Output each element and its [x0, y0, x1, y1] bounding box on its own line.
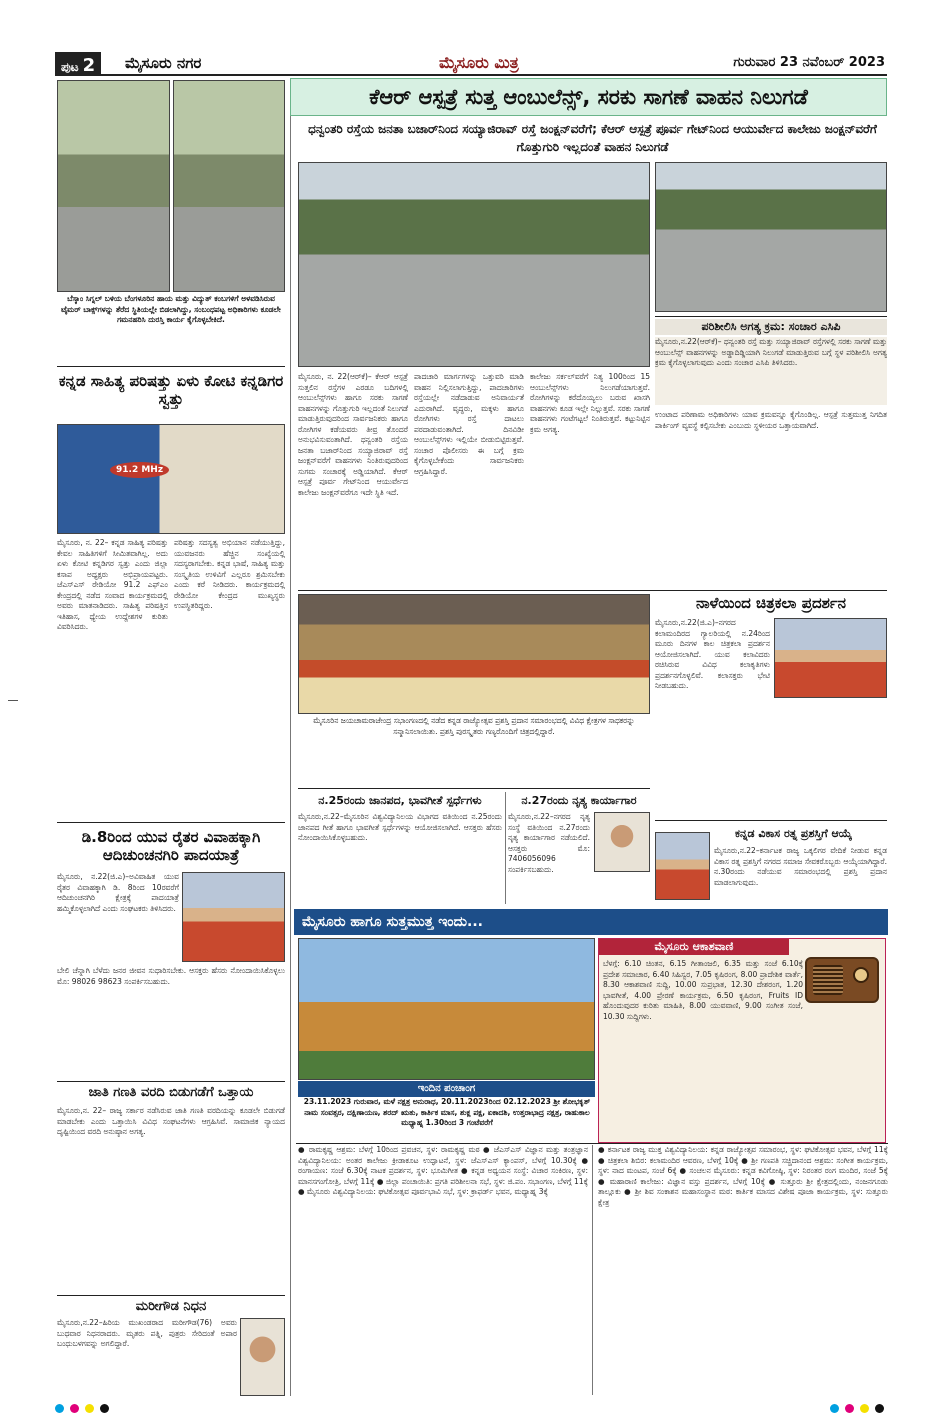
paper-name: ಮೈಸೂರು ಮಿತ್ರ: [439, 53, 519, 72]
divider: [57, 1295, 285, 1296]
dance-headline: ನ.27ರಂದು ನೃತ್ಯ ಕಾರ್ಯಾಗಾರ: [521, 794, 637, 807]
akashavani-text: ಬೆಳಗ್ಗೆ: 6.10 ಚಿಂತನ, 6.15 ಗೀತಾಂಜಲಿ, 6.35 ಮತ್ತು ಸಂಜೆ 6.10ಕ್ಕೆ ಪ್ರದೇಶ ಸಮಾಚಾರ, 6.40 ಸಿಹಿಸ್ವರ, 7.05 ಕೃಷಿರಂಗ, 8.00 ಪ್ರಾದೇಶಿಕ ವಾರ್ತೆ, 8.30 ಆಕಾಶವಾಣಿ ಸುದ್ದಿ, 10.00 ಸುಪ್ರಭಾತ, 12.30 ದೇಶರಂಗ, 1.20 ಭಾವಗೀತೆ, 4.00 ಪ್ರೇರಣೆ ಕಾರ್ಯಕ್ರಮ, 6.50 ಕೃಷಿರಂಗ, Fruits ID ಹೊಂದುವುದರ ಕುರಿತು ಮಾಹಿತಿ, 8.00 ಯುವವಾಣಿ, 9.00 ಸಂಗೀತ ಸಂಜೆ, 10.30 ಸುದ್ದಿಗಳು.: [603, 959, 803, 1021]
acp-sidebar-headline: ಪರಿಶೀಲಿಸಿ ಅಗತ್ಯ ಕ್ರಮ: ಸಂಚಾರ ಎಸಿಪಿ: [655, 319, 887, 335]
contest-headline: ನ.25ರಂದು ಜಾನಪದ, ಭಾವಗೀತೆ ಸ್ಪರ್ಧೆಗಳು: [318, 794, 482, 807]
radio-dial: [853, 967, 869, 983]
kasapa-body-2: ಪರಿಷತ್ತು ಸದಸ್ಯತ್ವ ಅಭಿಯಾನ ನಡೆಯುತ್ತಿದ್ದು, ಯುವಜನರು ಹೆಚ್ಚಿನ ಸಂಖ್ಯೆಯಲ್ಲಿ ಸದಸ್ಯರಾಗಬೇಕು. ಕನ್ನಡ ಭಾಷೆ, ಸಾಹಿತ್ಯ ಮತ್ತು ಸಂಸ್ಕೃತಿಯ ಉಳಿವಿಗೆ ಎಲ್ಲರೂ ಶ್ರಮಿಸಬೇಕು ಎಂದು ಕರೆ ನೀಡಿದರು. ಕಾರ್ಯಕ್ರಮದಲ್ಲಿ ರೇಡಿಯೋ ಕೇಂದ್ರದ ಮುಖ್ಯಸ್ಥರು ಉಪಸ್ಥಿತರಿದ್ದರು.: [174, 538, 285, 610]
date-line: ಗುರುವಾರ 23 ನವೆಂಬರ್ 2023: [733, 55, 885, 70]
dance-body: ಮೈಸೂರು,ನ.22–ನಗರದ ನೃತ್ಯ ಸಂಸ್ಥೆ ವತಿಯಿಂದ ನ.27ರಂದು ನೃತ್ಯ ಕಾರ್ಯಾಗಾರ ನಡೆಯಲಿದೆ. ಆಸಕ್ತರು ಮೊ: 7406056096 ಸಂಪರ್ಕಿಸಬಹುದು.: [508, 812, 590, 874]
padayatre-photo: [182, 872, 285, 962]
crop-mark: [8, 700, 18, 701]
lead-body-3: ಕಾಲೇಜು ಸರ್ಕಲ್‌ವರೆಗೆ ನಿತ್ಯ 100ರಿಂದ 15 ಆಂಬುಲೆನ್ಸ್‌ಗಳು ನಿಲುಗಡೆಯಾಗುತ್ತವೆ. ರೋಗಿಗಳನ್ನು ಕರೆದೊಯ್ಯಲು ಬರುವ ಖಾಸಗಿ ವಾಹನಗಳು ಕೂಡ ಇಲ್ಲೇ ನಿಲ್ಲುತ್ತವೆ. ಸರಕು ಸಾಗಣೆ ವಾಹನಗಳು ಗಂಟೆಗಟ್ಟಲೆ ನಿಂತಿರುತ್ತವೆ. ಕಟ್ಟುನಿಟ್ಟಿನ ಕ್ರಮ ಅಗತ್ಯ.: [530, 372, 650, 434]
page-number: 2: [82, 55, 96, 76]
timer-box-photo-2: [173, 80, 285, 292]
lead-body-1: ಮೈಸೂರು, ನ. 22(ಆರ್‌ಕೆ)– ಕೆಆರ್ ಆಸ್ಪತ್ರೆ ಸುತ್ತಲಿನ ರಸ್ತೆಗಳ ಎರಡೂ ಬದಿಗಳಲ್ಲಿ ಆಂಬುಲೆನ್ಸ್‌ಗಳು ಹಾಗೂ ಸರಕು ಸಾಗಣೆ ವಾಹನಗಳನ್ನು ಗೊತ್ತುಗುರಿ ಇಲ್ಲದಂತೆ ನಿಲುಗಡೆ ಮಾಡುತ್ತಿರುವುದರಿಂದ ಸಾರ್ವಜನಿಕರು ಹಾಗೂ ರೋಗಿಗಳ ಕಡೆಯವರು ತೀವ್ರ ತೊಂದರೆ ಅನುಭವಿಸುವಂತಾಗಿದೆ. ಧನ್ವಂತರಿ ರಸ್ತೆಯ ಜನತಾ ಬಜಾರ್‌ನಿಂದ ಸಯ್ಯಾಜಿರಾವ್ ರಸ್ತೆ ಜಂಕ್ಷನ್‌ವರೆಗೆ ವಾಹನಗಳು ನಿಂತಿರುವುದರಿಂದ ಸುಗಮ ಸಂಚಾರಕ್ಕೆ ಅಡ್ಡಿಯಾಗಿದೆ. ಕೆಆರ್ ಆಸ್ಪತ್ರೆ ಪೂರ್ವ ಗೇಟ್‌ನಿಂದ ಆಯುರ್ವೇದ ಕಾಲೇಜು ಜಂಕ್ಷನ್‌ವರೆಗೂ ಇದೇ ಸ್ಥಿತಿ ಇದೆ.: [298, 372, 408, 497]
lead-subheadline: ಧನ್ವಂತರಿ ರಸ್ತೆಯ ಜನತಾ ಬಜಾರ್‌ನಿಂದ ಸಯ್ಯಾಜಿರಾವ್ ರಸ್ತೆ ಜಂಕ್ಷನ್‌ವರೆಗೆ; ಕೆಆರ್ ಆಸ್ಪತ್ರೆ ಪೂರ್ವ ಗೇಟ್‌ನಿಂದ ಆಯುರ್ವೇದ ಕಾಲೇಜು ಜಂಕ್ಷನ್‌ವರೆಗೆ ಗೊತ್ತುಗುರಿ ಇಲ್ಲದಂತೆ ವಾಹನ ನಿಲುಗಡೆ: [308, 122, 877, 154]
parked-vehicles-photo: [655, 162, 887, 312]
masthead: [55, 50, 887, 76]
obituary-headline: ಮರೀಗೌಡ ನಿಧನ: [135, 1299, 207, 1314]
acp-sidebar-body: ಮೈಸೂರು,ನ.22(ಆರ್‌ಕೆ)– ಧನ್ವಂತರಿ ರಸ್ತೆ ಮತ್ತು ಸಯ್ಯಾಜಿರಾವ್ ರಸ್ತೆಗಳಲ್ಲಿ ಸರಕು ಸಾಗಣೆ ಮತ್ತು ಆಂಬುಲೆನ್ಸ್ ವಾಹನಗಳನ್ನು ಅಡ್ಡಾದಿಡ್ಡಿಯಾಗಿ ನಿಲುಗಡೆ ಮಾಡುತ್ತಿರುವ ಬಗ್ಗೆ ಸ್ಥಳ ಪರಿಶೀಲಿಸಿ ಅಗತ್ಯ ಕ್ರಮ ಕೈಗೊಳ್ಳಲಾಗುವುದು ಎಂದು ಸಂಚಾರ ಎಸಿಪಿ ತಿಳಿಸಿದರು.: [655, 337, 887, 405]
mysore-palace-photo: [298, 938, 595, 1080]
registration-mark-magenta: [845, 1404, 854, 1413]
padayatre-body-1: ಮೈಸೂರು, ನ.22(ಜಿ.ಎ)–ಅವಿವಾಹಿತ ಯುವ ರೈತರ ವಿವಾಹಕ್ಕಾಗಿ ಡಿ. 8ರಿಂದ 10ರವರೆಗೆ ಆದಿಚುಂಚನಗಿರಿ ಕ್ಷೇತ್ರಕ್ಕೆ ಪಾದಯಾತ್ರೆ ಹಮ್ಮಿಕೊಳ್ಳಲಾಗಿದೆ ಎಂದು ಸಂಘಟಕರು ತಿಳಿಸಿದರು.: [57, 872, 179, 913]
kasapa-headline: ಕನ್ನಡ ಸಾಹಿತ್ಯ ಪರಿಷತ್ತು ಏಳು ಕೋಟಿ ಕನ್ನಡಿಗರ ಸ್ವತ್ತು: [58, 372, 284, 408]
divider: [655, 820, 887, 821]
registration-mark-cyan: [830, 1404, 839, 1413]
lead-headline: ಕೆಆರ್ ಆಸ್ಪತ್ರೆ ಸುತ್ತ ಆಂಬುಲೆನ್ಸ್, ಸರಕು ಸಾಗಣೆ ವಾಹನ ನಿಲುಗಡೆ: [369, 85, 808, 109]
listings-bar: [294, 909, 888, 935]
column-rule: [290, 80, 291, 1396]
census-body: ಮೈಸೂರು,ನ. 22– ರಾಜ್ಯ ಸರ್ಕಾರ ನಡೆಸಿರುವ ಜಾತಿ ಗಣತಿ ವರದಿಯನ್ನು ಕೂಡಲೇ ಬಿಡುಗಡೆ ಮಾಡಬೇಕು ಎಂದು ಒತ್ತಾಯಿಸಿ ವಿವಿಧ ಸಂಘಟನೆಗಳು ಆಗ್ರಹಿಸಿವೆ. ಸಾಮಾಜಿಕ ನ್ಯಾಯದ ದೃಷ್ಟಿಯಿಂದ ವರದಿ ಅನುಷ್ಠಾನ ಅಗತ್ಯ.: [57, 1106, 285, 1136]
padayatre-body-2: ಬೇಲಿ ಚೆನ್ನಾಗಿ ಬೆಳೆದು ಜನರ ಜೀವನ ಸುಧಾರಿಸಬೇಕು. ಆಸಕ್ತರು ಹೆಸರು ನೋಂದಾಯಿಸಿಕೊಳ್ಳಲು ಮೊ: 98026 98623 ಸಂಪರ್ಕಿಸಬಹುದು.: [57, 966, 285, 986]
art-expo-photo: [774, 618, 887, 698]
akashavani-title: ಮೈಸೂರು ಆಕಾಶವಾಣಿ: [599, 939, 789, 955]
art-expo-body: ಮೈಸೂರು,ನ.22(ಜಿ.ಎ)–ನಗರದ ಕಲಾಮಂದಿರದ ಗ್ಯಾಲರಿಯಲ್ಲಿ ನ.24ರಿಂದ ಮೂರು ದಿನಗಳ ಕಾಲ ಚಿತ್ರಕಲಾ ಪ್ರದರ್ಶನ ಆಯೋಜಿಸಲಾಗಿದೆ. ಯುವ ಕಲಾವಿದರು ರಚಿಸಿರುವ ವಿವಿಧ ಕಲಾಕೃತಿಗಳು ಪ್ರದರ್ಶನಗೊಳ್ಳಲಿವೆ. ಕಲಾಸಕ್ತರು ಭೇಟಿ ನೀಡಬಹುದು.: [655, 618, 770, 690]
listings-title: ಮೈಸೂರು ಹಾಗೂ ಸುತ್ತಮುತ್ತ ಇಂದು...: [302, 914, 483, 930]
radio-icon: [805, 957, 879, 1003]
registration-mark-yellow: [85, 1404, 94, 1413]
registration-mark-yellow: [860, 1404, 869, 1413]
registration-mark-black: [100, 1404, 109, 1413]
events-listing: [296, 1145, 888, 1395]
events-right: ● ಕರ್ನಾಟಕ ರಾಜ್ಯ ಮುಕ್ತ ವಿಶ್ವವಿದ್ಯಾನಿಲಯ: ಕನ್ನಡ ರಾಜ್ಯೋತ್ಸವ ಸಮಾರಂಭ, ಸ್ಥಳ: ಘಟಿಕೋತ್ಸವ ಭವನ, ಬೆಳಗ್ಗೆ 11ಕ್ಕೆ ● ಚಿತ್ರಕಲಾ ಶಿಬಿರ: ಕಲಾಮಂದಿರ ಆವರಣ, ಬೆಳಗ್ಗೆ 10ಕ್ಕೆ ● ಶ್ರೀ ಗಣಪತಿ ಸಚ್ಚಿದಾನಂದ ಆಶ್ರಮ: ಸಂಗೀತ ಕಾರ್ಯಕ್ರಮ, ಸ್ಥಳ: ನಾದ ಮಂಟಪ, ಸಂಜೆ 6ಕ್ಕೆ ● ಸಂಚಲನ ಮೈಸೂರು: ಕನ್ನಡ ಕವಿಗೋಷ್ಠಿ, ಸ್ಥಳ: ನಿರಂತರ ರಂಗ ಮಂದಿರ, ಸಂಜೆ 5ಕ್ಕೆ ● ಮಹಾರಾಣಿ ಕಾಲೇಜು: ವಿಜ್ಞಾನ ವಸ್ತು ಪ್ರದರ್ಶನ, ಬೆಳಗ್ಗೆ 10ಕ್ಕೆ ● ಸುತ್ತೂರು ಶ್ರೀ ಕ್ಷೇತ್ರದಲ್ಲಿಂದು, ನಂಜನಗೂಡು ತಾಲ್ಲೂಕು ● ಶ್ರೀ ಶಿವ ಸಂಕಾಶನ ಮಹಾಸಂಸ್ಥಾನ ಮಠ: ಕಾರ್ತಿಕ ಮಾಸದ ವಿಶೇಷ ಪೂಜಾ ಕಾರ್ಯಕ್ರಮ, ಸ್ಥಳ: ಸುತ್ತೂರು ಕ್ಷೇತ್ರ: [598, 1145, 888, 1207]
events-left: ● ರಾಮಕೃಷ್ಣ ಆಶ್ರಮ: ಬೆಳಗ್ಗೆ 10ರಿಂದ ಪ್ರವಚನ, ಸ್ಥಳ: ರಾಮಕೃಷ್ಣ ಮಠ ● ಜೆಎಸ್‌ಎಸ್ ವಿಜ್ಞಾನ ಮತ್ತು ತಂತ್ರಜ್ಞಾನ ವಿಶ್ವವಿದ್ಯಾನಿಲಯ: ಅಂತರ ಕಾಲೇಜು ಕ್ರೀಡಾಕೂಟ ಉದ್ಘಾಟನೆ, ಸ್ಥಳ: ಜೆಎಸ್‌ಎಸ್ ಕ್ಯಾಂಪಸ್, ಬೆಳಗ್ಗೆ 10.30ಕ್ಕೆ ● ರಂಗಾಯಣ: ಸಂಜೆ 6.30ಕ್ಕೆ ನಾಟಕ ಪ್ರದರ್ಶನ, ಸ್ಥಳ: ಭೂಮಿಗೀತ ● ಕನ್ನಡ ಅಧ್ಯಯನ ಸಂಸ್ಥೆ: ವಿಚಾರ ಸಂಕಿರಣ, ಸ್ಥಳ: ಮಾನಸಗಂಗೋತ್ರಿ, ಬೆಳಗ್ಗೆ 11ಕ್ಕೆ ● ಜಿಲ್ಲಾ ಪಂಚಾಯಿತಿ: ಪ್ರಗತಿ ಪರಿಶೀಲನಾ ಸಭೆ, ಸ್ಥಳ: ಜಿ.ಪಂ. ಸಭಾಂಗಣ, ಬೆಳಗ್ಗೆ 11ಕ್ಕೆ ● ಮೈಸೂರು ವಿಶ್ವವಿದ್ಯಾನಿಲಯ: ಘಟಿಕೋತ್ಸವ ಪೂರ್ವಭಾವಿ ಸಭೆ, ಸ್ಥಳ: ಕ್ರಾಫರ್ಡ್ ಭವನ, ಮಧ್ಯಾಹ್ನ 3ಕ್ಕೆ: [298, 1145, 588, 1196]
panchanga-title: ಇಂದಿನ ಪಂಚಾಂಗ: [298, 1081, 595, 1097]
page-number-tag: [55, 52, 101, 74]
ambulance-photo: [298, 162, 650, 367]
vikasa-body: ಮೈಸೂರು,ನ.22–ಕರ್ನಾಟಕ ರಾಜ್ಯ ಒಕ್ಕಲಿಗರ ವೇದಿಕೆ ನೀಡುವ ಕನ್ನಡ ವಿಕಾಸ ರತ್ನ ಪ್ರಶಸ್ತಿಗೆ ನಗರದ ಸಮಾಜ ಸೇವಕರೊಬ್ಬರು ಆಯ್ಕೆಯಾಗಿದ್ದಾರೆ. ನ.30ರಂದು ನಡೆಯುವ ಸಮಾರಂಭದಲ್ಲಿ ಪ್ರಶಸ್ತಿ ಪ್ರದಾನ ಮಾಡಲಾಗುವುದು.: [714, 846, 887, 887]
registration-mark-cyan: [55, 1404, 64, 1413]
award-ceremony-photo: [298, 594, 650, 714]
registration-mark-magenta: [70, 1404, 79, 1413]
registration-mark-black: [875, 1404, 884, 1413]
kasapa-body-1: ಮೈಸೂರು, ನ. 22– ಕನ್ನಡ ಸಾಹಿತ್ಯ ಪರಿಷತ್ತು ಕೇವಲ ಸಾಹಿತಿಗಳಿಗೆ ಸೀಮಿತವಾಗಿಲ್ಲ. ಅದು ಏಳು ಕೋಟಿ ಕನ್ನಡಿಗರ ಸ್ವತ್ತು ಎಂದು ಜಿಲ್ಲಾ ಕಸಾಪ ಅಧ್ಯಕ್ಷರು ಅಭಿಪ್ರಾಯಪಟ್ಟರು. ಜೆಎಸ್‌ಎಸ್ ರೇಡಿಯೋ 91.2 ಎಫ್‌ಎಂ ಕೇಂದ್ರದಲ್ಲಿ ನಡೆದ ಸಂವಾದ ಕಾರ್ಯಕ್ರಮದಲ್ಲಿ ಅವರು ಮಾತನಾಡಿದರು. ಸಾಹಿತ್ಯ ಪರಿಷತ್ತಿನ ಇತಿಹಾಸ, ಧ್ಯೇಯ ಉದ್ದೇಶಗಳ ಕುರಿತು ವಿವರಿಸಿದರು.: [57, 538, 168, 631]
divider: [296, 1143, 888, 1144]
vikasa-headline: ಕನ್ನಡ ವಿಕಾಸ ರತ್ನ ಪ್ರಶಸ್ತಿಗೆ ಆಯ್ಕೆ: [734, 827, 853, 840]
vikasa-photo: [655, 832, 710, 900]
dance-photo: [594, 812, 650, 872]
divider: [57, 1081, 285, 1082]
timer-box-photo-1: [57, 80, 170, 292]
lead-headline-bar: [290, 78, 887, 116]
divider: [298, 590, 887, 591]
obituary-photo: [240, 1318, 285, 1396]
section-name: ಮೈಸೂರು ನಗರ: [125, 54, 202, 72]
radio-frequency-badge: 91.2 MHz: [110, 462, 169, 478]
column-rule: [592, 1145, 593, 1395]
divider: [655, 316, 887, 317]
lead-body-4: ಉಂಟಾದ ಪರಿಣಾಮ ಅಧಿಕಾರಿಗಳು ಯಾವ ಕ್ರಮವನ್ನೂ ಕೈಗೊಂಡಿಲ್ಲ. ಆಸ್ಪತ್ರೆ ಸುತ್ತಮುತ್ತ ನಿಗದಿತ ಪಾರ್ಕಿಂಗ್ ವ್ಯವಸ್ಥೆ ಕಲ್ಪಿಸಬೇಕು ಎಂಬುದು ಸ್ಥಳೀಯರ ಒತ್ತಾಯವಾಗಿದೆ.: [655, 410, 887, 430]
padayatre-headline: ಡಿ.8ರಿಂದ ಯುವ ರೈತರ ವಿವಾಹಕ್ಕಾಗಿ ಆದಿಚುಂಚನಗಿರಿ ಪಾದಯಾತ್ರೆ: [81, 828, 261, 864]
divider: [57, 366, 285, 367]
panchanga-text: 23.11.2023 ಗುರುವಾರ, ಮಳೆ ನಕ್ಷತ್ರ ಅನುರಾಧ, 20.11.2023ರಿಂದ 02.12.2023 ಶ್ರೀ ಶೋಭಕೃತ್ ನಾಮ ಸಂವತ್ಸರ, ದಕ್ಷಿಣಾಯಣ, ಶರದ್ ಋತು, ಕಾರ್ತಿಕ ಮಾಸ, ಶುಕ್ಲ ಪಕ್ಷ, ಏಕಾದಶಿ, ಉತ್ತರಾಭಾದ್ರ ನಕ್ಷತ್ರ, ರಾಹುಕಾಲ ಮಧ್ಯಾಹ್ನ 1.30ರಿಂದ 3 ಗಂಟೆವರೆಗೆ: [303, 1097, 591, 1127]
column-rule: [505, 792, 506, 904]
award-caption: ಮೈಸೂರಿನ ಜಯಚಾಮರಾಜೇಂದ್ರ ಸಭಾಂಗಣದಲ್ಲಿ ನಡೆದ ಕನ್ನಡ ರಾಜ್ಯೋತ್ಸವ ಪ್ರಶಸ್ತಿ ಪ್ರದಾನ ಸಮಾರಂಭದಲ್ಲಿ ವಿವಿಧ ಕ್ಷೇತ್ರಗಳ ಸಾಧಕರನ್ನು ಸನ್ಮಾನಿಸಲಾಯಿತು. ಪ್ರಶಸ್ತಿ ಪುರಸ್ಕೃತರು ಗಣ್ಯರೊಂದಿಗೆ ಚಿತ್ರದಲ್ಲಿದ್ದಾರೆ.: [313, 716, 635, 736]
radio-grill: [813, 965, 843, 995]
page-label: ಪುಟ: [61, 60, 79, 74]
obituary-body: ಮೈಸೂರು,ನ.22–ಹಿರಿಯ ಮುಖಂಡರಾದ ಮರೀಗೌಡ(76) ಅವರು ಬುಧವಾರ ನಿಧನರಾದರು. ಮೃತರು ಪತ್ನಿ, ಪುತ್ರರು ಸೇರಿದಂತೆ ಅಪಾರ ಬಂಧುಬಳಗವನ್ನು ಅಗಲಿದ್ದಾರೆ.: [57, 1318, 237, 1348]
art-expo-headline: ನಾಳೆಯಿಂದ ಚಿತ್ರಕಲಾ ಪ್ರದರ್ಶನ: [696, 594, 846, 612]
lead-body-2: ಪಾದಚಾರಿ ಮಾರ್ಗಗಳನ್ನು ಒತ್ತುವರಿ ಮಾಡಿ ವಾಹನ ನಿಲ್ಲಿಸಲಾಗುತ್ತಿದ್ದು, ಪಾದಚಾರಿಗಳು ರಸ್ತೆಯಲ್ಲೇ ನಡೆದಾಡುವ ಅನಿವಾರ್ಯತೆ ಎದುರಾಗಿದೆ. ವೃದ್ಧರು, ಮಕ್ಕಳು ಹಾಗೂ ರೋಗಿಗಳು ರಸ್ತೆ ದಾಟಲು ಪರದಾಡುವಂತಾಗಿದೆ. ದಿನವಿಡೀ ಆಂಬುಲೆನ್ಸ್‌ಗಳು ಇಲ್ಲಿಯೇ ಬೀಡುಬಿಟ್ಟಿರುತ್ತವೆ. ಸಂಚಾರ ಪೊಲೀಸರು ಈ ಬಗ್ಗೆ ಕ್ರಮ ಕೈಗೊಳ್ಳಬೇಕೆಂದು ಸಾರ್ವಜನಿಕರು ಆಗ್ರಹಿಸಿದ್ದಾರೆ.: [414, 372, 524, 476]
radio-studio-photo: [57, 424, 285, 534]
census-headline: ಜಾತಿ ಗಣತಿ ವರದಿ ಬಿಡುಗಡೆಗೆ ಒತ್ತಾಯ: [88, 1085, 254, 1100]
timer-box-caption: ಬೆಸ್ಕಾಂ ಸಿಗ್ನಲ್ ಬಳಿಯ ಬೆಂಗಳೂರಿನ ಹಾಯ ಮತ್ತು ವಿದ್ಯುತ್ ಕಂಬಗಳಿಗೆ ಅಳವಡಿಸಿರುವ ಟೈಮರ್ ಬಾಕ್ಸ್‌ಗಳನ್ನು ತೆರೆದ ಸ್ಥಿತಿಯಲ್ಲೇ ಬಿಡಲಾಗಿದ್ದು, ಸಂಬಂಧಪಟ್ಟ ಅಧಿಕಾರಿಗಳು ಕೂಡಲೇ ಗಮನಹರಿಸಿ ದುರಸ್ತಿ ಕಾರ್ಯ ಕೈಗೊಳ್ಳಬೇಕಿದೆ.: [61, 294, 281, 324]
contest-body: ಮೈಸೂರು,ನ.22–ಮೈಸೂರಿನ ವಿಶ್ವವಿದ್ಯಾನಿಲಯ ವಿಭಾಗದ ವತಿಯಿಂದ ನ.25ರಂದು ಜಾನಪದ ಗೀತೆ ಹಾಗೂ ಭಾವಗೀತೆ ಸ್ಪರ್ಧೆಗಳನ್ನು ಆಯೋಜಿಸಲಾಗಿದೆ. ಆಸಕ್ತರು ಹೆಸರು ನೋಂದಾಯಿಸಿಕೊಳ್ಳಬಹುದು.: [298, 812, 502, 842]
divider: [57, 822, 285, 823]
divider: [298, 788, 650, 789]
akashavani-box: [598, 938, 886, 1143]
